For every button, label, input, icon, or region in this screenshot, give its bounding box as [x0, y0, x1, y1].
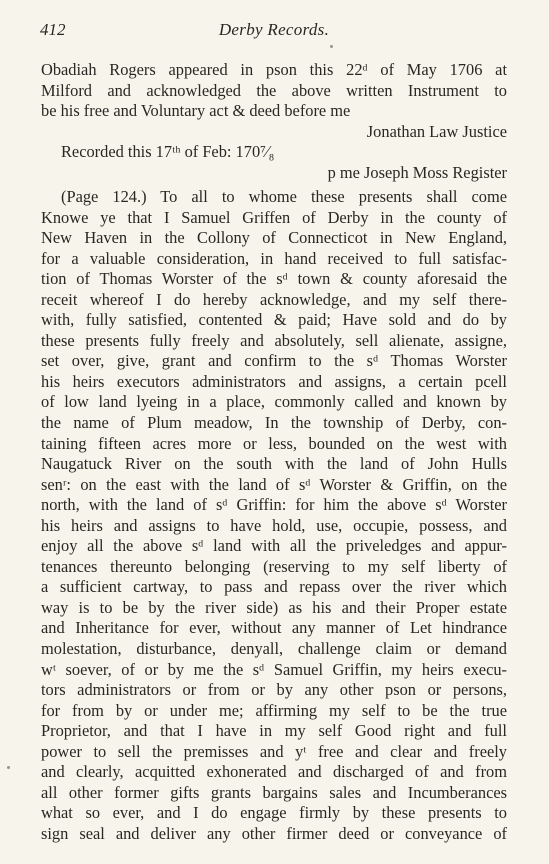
text-line: all other former gifts grants bargains sales and Incumberances	[41, 782, 507, 802]
text-line: Naugatuck River on the south with the land of John Hulls	[41, 454, 507, 474]
text-line: set over, give, grant and confirm to the sᵈ Thomas Worster	[41, 351, 507, 371]
text-line: a sufficient cartway, to pass and repass over the river which	[41, 577, 507, 597]
justice-signature: Jonathan Law Justice	[366, 121, 507, 141]
text-line: senʳ: on the east with the land of sᵈ Worster & Griffin, on the	[41, 474, 507, 494]
deed-record	[41, 187, 507, 845]
text-line: enjoy all the above sᵈ land with all the priveledges and appur-	[41, 536, 507, 556]
text-line: the name of Plum meadow, In the township of Derby, con-	[41, 413, 507, 433]
text-line: for a valuable consideration, in hand received to full satisfac-	[41, 248, 507, 268]
text-line: (Page 124.) To all to whome these presents shall come	[61, 187, 507, 206]
text-line: Obadiah Rogers appeared in pson this 22ᵈ of May 1706 at	[41, 60, 507, 79]
text-line: for from by or under me; affirming my self to be the true	[41, 700, 507, 720]
text-line: of low land lyeing in a place, commonly called and known by	[41, 392, 507, 412]
text-line: his heirs executors administrators and assigns, a certain pcell	[41, 371, 507, 391]
text-line: his heirs and assigns to have hold, use, occupie, possess, and	[41, 515, 507, 535]
text-line: with, fully satisfied, contented & paid; Have sold and do by	[41, 310, 507, 330]
running-title: Derby Records.	[218, 20, 330, 39]
text-line: molestation, disturbance, denyall, challenge claim or demand	[41, 639, 507, 659]
text-line: and clearly, acquitted exhonerated and discharged of and from	[41, 762, 507, 782]
text-line: tenances thereunto belonging (reserving to my self liberty of	[41, 556, 507, 576]
register-signature: p me Joseph Moss Register	[327, 162, 507, 182]
page-header	[40, 20, 508, 42]
ink-speck	[330, 45, 333, 48]
text-line: tion of Thomas Worster of the sᵈ town & county aforesaid the	[41, 269, 507, 289]
text-line: power to sell the premisses and yᵗ free and clear and freely	[41, 741, 507, 761]
text-line: sign seal and deliver any other firmer deed or conveyance of	[41, 823, 507, 843]
text-line: Milford and acknowledged the above written Instrument to	[41, 80, 507, 100]
text-line: Proprietor, and that I have in my self Good right and full	[41, 721, 507, 741]
text-line: tors administrators or from or by any other pson or persons,	[41, 680, 507, 700]
margin-mark	[7, 766, 10, 769]
text-line: receit whereof I do hereby acknowledge, and my self there-	[41, 289, 507, 309]
text-line: wᵗ soever, of or by me the sᵈ Samuel Griffin, my heirs execu-	[41, 659, 507, 679]
text-line: be his free and Voluntary act & deed before me	[41, 101, 351, 121]
text-line: Knowe ye that I Samuel Griffen of Derby in the county of	[41, 207, 507, 227]
text-line: way is to be by the river side) as his and their Proper estate	[41, 597, 507, 617]
text-line: New Haven in the Collony of Connecticot in New England,	[41, 228, 507, 248]
acknowledgment-record	[41, 60, 507, 183]
text-line: taining fifteen acres more or less, bounded on the west with	[41, 433, 507, 453]
text-line: north, with the land of sᵈ Griffin: for him the above sᵈ Worster	[41, 495, 507, 515]
text-line: these presents fully freely and absolutely, sell alienate, assigne,	[41, 330, 507, 350]
recorded-date: Recorded this 17ᵗʰ of Feb: 170⁷⁄₈	[61, 142, 275, 162]
text-line: what so ever, and I do engage firmly by these presents to	[41, 803, 507, 823]
page-number: 412	[40, 20, 66, 39]
text-line: and Inheritance for ever, without any manner of Let hindrance	[41, 618, 507, 638]
